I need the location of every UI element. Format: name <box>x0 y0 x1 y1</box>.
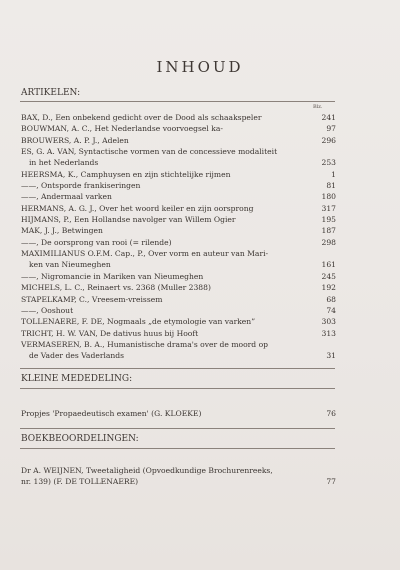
toc-entry-page: 317 <box>321 203 336 213</box>
toc-entry-page: 161 <box>321 260 336 270</box>
divider <box>20 428 335 429</box>
toc-entry <box>21 476 336 487</box>
divider <box>20 388 335 389</box>
toc-entry-text: Dr A. WEIJNEN, Tweetaligheid (Opvoedkundige Brochurenreeks, <box>21 466 273 475</box>
toc-entry-text: ken van Nieumeghen <box>29 260 111 270</box>
page-column-header: Blz. <box>313 104 323 110</box>
toc-entry <box>21 271 336 282</box>
toc-entry-text: de Vader des Vaderlands <box>29 351 125 361</box>
toc-entry <box>21 305 336 316</box>
toc-entry-page: 241 <box>321 113 336 122</box>
toc-entry <box>21 237 336 248</box>
toc-entry-text: HERMANS, A. G. J., Over het woord keiler en zijn oorsprong <box>21 203 254 213</box>
toc-entry-page: 296 <box>321 135 336 145</box>
toc-entry-text: BAX, D., Een onbekend gedicht over de Dood als schaakspeler <box>21 113 262 122</box>
toc-entry-page: 192 <box>321 283 336 293</box>
toc-entry <box>21 203 336 214</box>
toc-entry-page: 180 <box>321 192 336 202</box>
toc-entry-page: 303 <box>321 317 336 327</box>
toc-entry-page: 253 <box>321 158 336 168</box>
toc-entry <box>21 157 336 168</box>
toc-entry-page: 313 <box>321 328 336 338</box>
toc-entry <box>21 180 336 191</box>
toc-entry <box>21 225 336 236</box>
section-heading-boekbeoordelingen: BOEKBEOORDELINGEN: <box>21 434 139 444</box>
toc-entry <box>21 112 336 123</box>
toc-entry-page: 74 <box>326 305 336 315</box>
toc-entry <box>21 465 336 476</box>
toc-entry-text: MICHELS, L. C., Reinaert vs. 2368 (Muller 2388) <box>21 283 211 293</box>
toc-entry <box>21 146 336 157</box>
toc-entry-text: BROUWERS, A. P. J., Adelen <box>21 135 129 145</box>
section-heading-kleine-mededeling: KLEINE MEDEDELING: <box>21 374 133 384</box>
toc-entry <box>21 328 336 339</box>
toc-entry-text: ——, Nigromancie in Mariken van Nieumeghen <box>21 271 204 281</box>
toc-entry <box>21 191 336 202</box>
toc-entry-page: 81 <box>326 181 336 191</box>
toc-entry-text: MAK, J. J., Betwingen <box>21 226 103 236</box>
toc-entry <box>21 214 336 225</box>
toc-entry-text: in het Nederlands <box>29 158 99 168</box>
toc-entry <box>21 294 336 305</box>
toc-entry-text: VERMASEREN, B. A., Humanistische drama's over de moord op <box>21 339 269 349</box>
toc-entry-page: 1 <box>331 169 336 179</box>
toc-entry <box>21 408 336 419</box>
toc-entry-page: 97 <box>326 124 336 134</box>
divider <box>20 101 335 102</box>
toc-entry-page: 245 <box>321 271 336 281</box>
toc-entry-text: TRICHT, H. W. VAN, De dativus huus bij Hooft <box>21 328 199 338</box>
toc-entry <box>21 282 336 293</box>
toc-entry-text: ES, G. A. VAN, Syntactische vormen van de concessieve modaliteit <box>21 147 278 157</box>
toc-entry-text: MAXIMILIANUS O.F.M. Cap., P., Over vorm en auteur van Mari- <box>21 249 269 259</box>
toc-entry-text: ——, Ooshout <box>21 305 74 315</box>
toc-entry-page: 31 <box>326 351 336 361</box>
toc-entry <box>21 248 336 259</box>
toc-entry-text: nr. 139) (F. DE TOLLENAERE) <box>21 477 139 487</box>
toc-entry-text: ——, Andermaal varken <box>21 192 112 202</box>
toc-entry-text: STAPELKAMP, C., Vreesem-vreissem <box>21 294 163 304</box>
toc-entry-page: 68 <box>326 294 336 304</box>
toc-entry-text: ——, Ontsporde frankiseringen <box>21 181 141 191</box>
boekbeoordelingen-list <box>21 465 336 488</box>
kleine-mededeling-list <box>21 408 336 419</box>
toc-entry-page: 195 <box>321 215 336 225</box>
toc-entry-page: 187 <box>321 226 336 236</box>
toc-entry <box>21 350 336 361</box>
toc-entry-text: ——, De oorsprong van rooi (= rilende) <box>21 237 172 247</box>
toc-entry <box>21 169 336 180</box>
artikelen-list <box>21 112 336 362</box>
toc-entry-page: 77 <box>326 477 336 487</box>
toc-entry <box>21 135 336 146</box>
toc-entry-page: 298 <box>321 237 336 247</box>
divider <box>20 448 335 449</box>
page-title: INHOUD <box>156 58 244 76</box>
toc-entry-text: TOLLENAERE, F. DE, Nogmaals „de etymologie van varken” <box>21 317 256 327</box>
toc-entry <box>21 123 336 134</box>
toc-entry <box>21 339 336 350</box>
toc-entry-text: HIJMANS, P., Een Hollandse navolger van Willem Ogier <box>21 215 236 225</box>
toc-entry <box>21 316 336 327</box>
toc-entry <box>21 259 336 270</box>
divider <box>20 368 335 369</box>
toc-entry-text: BOUWMAN, A. C., Het Nederlandse voorvoegsel ka- <box>21 124 223 134</box>
toc-entry-page: 76 <box>326 409 336 418</box>
toc-entry-text: Propjes 'Propaedeutisch examen' (G. KLOEKE) <box>21 409 202 418</box>
section-heading-artikelen: ARTIKELEN: <box>21 88 81 98</box>
toc-entry-text: HEERSMA, K., Camphuysen en zijn stichtelijke rijmen <box>21 169 231 179</box>
